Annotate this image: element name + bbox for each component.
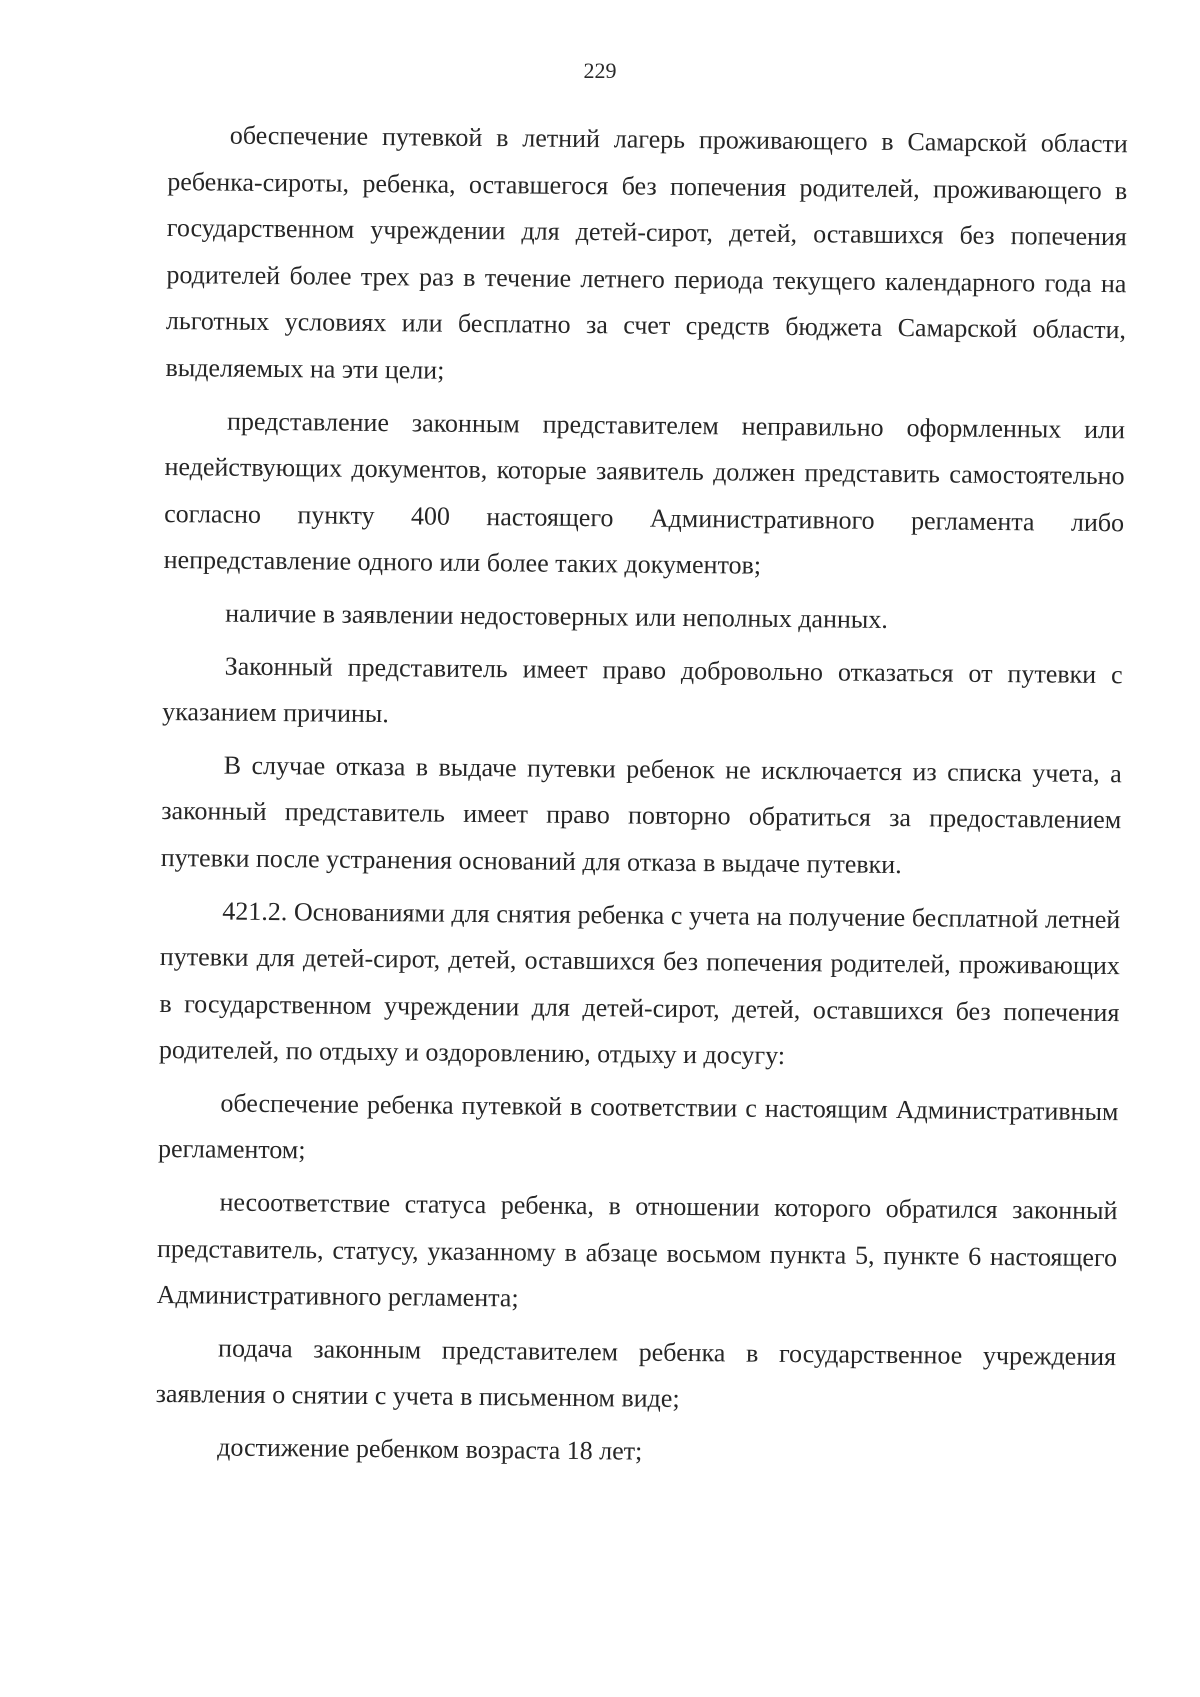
paragraph: достижение ребенком возраста 18 лет;: [217, 1432, 643, 1466]
paragraph: Законный представитель имеет право добровольно отказаться от путевки с указанием причины.: [162, 651, 1123, 729]
page-number: 229: [583, 58, 617, 83]
paragraph: несоответствие статуса ребенка, в отношении которого обратился законный представитель, статусу, указанному в абзаце восьмом пункта 5, пункте 6 настоящего Административного регламента;: [156, 1187, 1118, 1313]
paragraph: обеспечение путевкой в летний лагерь проживающего в Самарской области ребенка-сироты, ребенка, оставшегося без попечения родителей, проживающего в государственном учреждении для детей-сирот, детей, оставшихся без попечения родителей более трех раз в течение летнего периода текущего календарного года на льготных условиях или бесплатно за счет средств бюджета Самарской области, выделяемых на эти цели;: [165, 120, 1128, 385]
paragraph: подача законным представителем ребенка в государственное учреждения заявления о снятии с учета в письменном виде;: [155, 1333, 1117, 1414]
paragraph: наличие в заявлении недостоверных или неполных данных.: [225, 598, 888, 634]
paragraph: обеспечение ребенка путевкой в соответствии с настоящим Административным регламентом;: [157, 1088, 1119, 1165]
paragraph: В случае отказа в выдаче путевки ребенок не исключается из списка учета, а законный представитель имеет право повторно обратиться за предоставлением путевки после устранения оснований для отказа в выдаче путевки.: [160, 750, 1122, 879]
paragraph: 421.2. Основаниями для снятия ребенка с учета на получение бесплатной летней путевки для детей-сирот, детей, оставшихся без попечения родителей, проживающих в государственном учреждении для детей-сирот, детей, оставшихся без попечения родителей, по отдыху и оздоровлению, отдыху и досугу:: [158, 896, 1121, 1071]
document-body: [155, 112, 1128, 1486]
paragraph: представление законным представителем неправильно оформленных или недействующих документов, которые заявитель должен представить самостоятельно согласно пункту 400 настоящего Административного регламента либо непредставление одного или более таких документов;: [163, 406, 1126, 581]
